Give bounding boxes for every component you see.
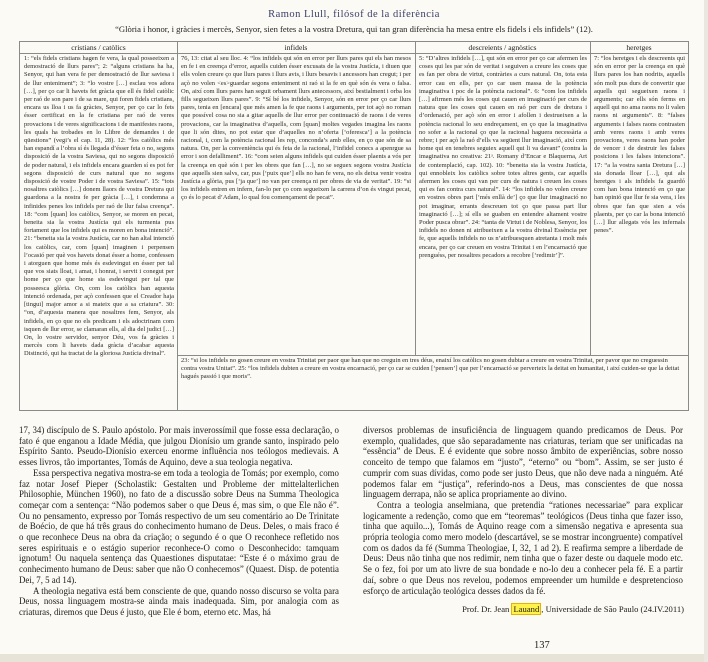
body-paragraph: A theologia negativa está bem consciente de que, quando nosso discurso se volta para Deus, nossa linguagem mostra-se ainda mais inadequada. Sim, por analogia com as criaturas, diremos que Deus é justo, que Ele é bom, eterno etc. Mas, há [19,585,339,617]
column-header-infidels: infidels [284,43,308,52]
body-paragraph: Contra a teologia anselmiana, que pretendia “rationes necessariae” para explicar logicamente a redenção, como que em “teoremas” teológicos (Deus tinha que fazer isso, tinha que aquilo...), Tomás de Aquino reage com a simensão negativa e apresenta sua própria teologia como mero modelo (descartável, se se mostrar incongruente) compatível com os dados da fé (Summa Theologiae, I, 32, 1 ad 2). E reafirma sempre a liberdade de Deus: Deus não tinha que nos redimir, nem tinha que o fazer deste ou daquele modo etc. Se o fez, foi por um ato livre de sua bondade e no-lo deu a conhecer pela fé. E a partir daí, sobre o que Deus nos revelou, podemos empreender um humilde e despretencioso esforço de articulação teológica desses dados da fé. [363,499,683,596]
signature-prefix: Prof. Dr. Jean [462,604,512,614]
row-divider [177,355,688,356]
page-subtitle: “Glòria i honor, i gràcies i mercès, Senyor, sien fetes a la vostra Dretura, qui tan gran diferència ha mesa entre els fidels i els infidels” (12). [115,24,593,34]
page-right-edge [704,0,708,662]
column-divider [415,42,416,355]
signature-suffix: , Universidade de São Paulo (24.IV.2011) [541,604,684,614]
body-paragraph: diversos problemas de insuficiência de linguagem quando predicamos de Deus. Por exemplo, qualidades, que são separadamente nas criaturas, teriam que ser unificadas na “essência” de Deus. E é evidente que sobre nosso âmbito de experiências, sobre nosso conceito de tempo que falamos em “justo”, “eterno” ou “bom”. Assim, se ser justo é cumprir com suas dívidas, como pode ser justo Deus, que não deve nada a ninguém. Até podemos falar em “justiça”, referindo-nos a Deus, mas conscientes de que nossa linguagem derrapa, não se aplica propriamente ao divino. [363,425,683,500]
cell-merged-row: 23: “si los infidels no gosen creure en vostra Trinitat per paor que han que no creguin en tres déus, enaixí los catòlics no gosen dubtar a creure en vostra Trinitat, per pavor que no creguessin contra vostra Unitat”. 25: “los infidels dubten a creure en vostra encarnació, per ço car se cuiden [‘pensen’] que per l’encarnació se perverteix la deitat en humanitat, i així cuiden-se que la deitat hagués passió i que moris”. [181,357,680,381]
header-divider [20,53,688,54]
column-header-descreients: descreients / agnòstics [468,43,537,52]
column-divider [590,42,591,355]
comparison-table [19,41,689,411]
body-paragraph: 17, 34) discípulo de S. Paulo apóstolo. Por mais inverossímil que fosse essa declaração, o fato é que enganou a Idade Média, que julgou Dionísio um grande santo, inspirado pelo Espírito Santo. Pseudo-Dionísio exerceu enorme influência nos teólogos medievais. A esses livros, tão importantes, Tomás de Aquino, deve a sua teologia negativa. [19,425,339,468]
cell-infidels: 76, 13: citat al seu lloc. 4: “los infidels qui són en error per llurs pares qui els han mesos en fe i en creença d’error, aquells cuiden ésser excusats de la vostra Justícia, i diuen que ells volen creure ço que llurs pares i llurs avis, i llurs besavis i ancessors han cregut; i per açò no volen <es>guardar segons enteniment ni raó si la fe en què són és vera o falsa. On, així com llurs pares han seguit orbament llurs antecessors, així bestialment i orba los fills segueixen llurs pares”. 9: “Sí bé los infidels, Senyor, són en error per ço car llurs pares, tenia en [encara] que més amen la fe que raons i arguments, per tot açò no roman que possível cosa no sia a gitar aquells de llur error per continuació de raons i de veres provacions, car la imaginativa d’aquells, com [quan] moltes vegades imagina les raons que li són dites, no pot estar que d’aquelles no n’oferta [‘oferesca’] a la potència racional, i, com la potència racional les rep, conconda’s amb elles, en ço que són de sa natura. On, per la conveniència qui és feta de la racional, l’infidel conecs a apenrgue sa error i son defalliment”. 16: “com seien alguns infidels qui cuiden ésser plaents a vós per la creença en què són i per les obres que fan […], no se seguex segons vostra Justícia que aquells sien salvs, car, pus [‘puix que’] ells no han fe vera, no els deixa venir vostra Justícia a glòria, pus [‘ja que’] no van per creença ni per obres de via de veritat”. 19: “si los infidels entren en infern, fan-lo per ço com segueixen la carrera d’on és vingut pecat, ço és lo pecat d’Adam, lo qual fou començament de pecat”. [181,55,411,202]
body-paragraph: Essa perspectiva negativa mostra-se em toda a teologia de Tomás; por exemplo, como faz notar Josef Pieper (Scholastik: Gestalten und Probleme der mittelalterlichen Philosophie, München 1960), no fato de a discussão sobre Deus na Summa Theologica começar com a sentença: “Não podemos saber o que Deus é, mas sim, o que Ele não é”. Ou no pensamento, expresso por Tomás respectivo de um seu comentário ao De Trinitate de Boécio, de que há três graus do conhecimento humano de Deus. Deles, o mais fraco é o que reconhece Deus na obra da criação; o segundo é o que O reconhece refletido nos seres espirituais e o estágio superior reconhece-O como o Desconhecido: tamquam ignotum! Ou naquela sentença das Quaestiones disputatae: “Este é o máximo grau de conhecimento humano de Deus: saber que não O conhecemos” (Quaest. Disp. de potentia Dei, 7, 5 ad 14). [19,467,339,585]
page-number: 137 [534,640,550,651]
highlighted-name[interactable]: Lauand [513,604,540,614]
body-column-left [19,425,339,618]
cell-descreients: 5: “D’altres infidels […], qui són en error per ço car afermen les coses qui les par són de veritat i seguiven a creure les coses que es fan per obra de virtut, contràries a curs natural. On, tota esta error cau en ells, per ço car usen massa de la potència imaginativa i poc de la potència racional”. 6: “com los infidels […] afirmen més les coses qui cauen en imaginació per curs de natura que les coses qui cauen en raó per curs de dretura i d’ordenació, per açò són en error i afollen i destrueixen a la potència racional lo seu endreçament, en ço que la imaginativa no sofer a la racional ço que la racional haguera necessària a rebre; i per açò la raó d’ells va següent llur imaginació, així com home qui en tenebres seguiex aquell qui li va davant” (contra la imaginativa no creativa: 21ᵃ. Romany d’Encar e Blaquerna, Art de contemplació, cap. 102). 10: “beneita sia la vostra Justícia, qui ennobleix los catòlics sobre totes altres gents, car aquells afermen les coses qui van per curs de natura i creuen les coses qui es fan contra curs natural”. 14: “los infidels no volen creure en vostres obres part [‘més enllà de’] ço que llur imaginació no pot imaginar, errants descreuen tot ço que passa part llur imaginació […]; sí ells se guaben en entendre altament vostre Poder pusca obrar”. 24: “tanta de Virtut i de Noblesa, Senyor, los infidels no donen ni atribueixen a la vostra divinal Essència per fe, que aquells infidels no us n’atribuesquen atretanta i molt més encara, per ço car creuen en vostra Trinitat i en l’encarnació que prenguéss, per nosaltres pecadors a recobre [‘redimir’]”. [419,55,587,259]
author-signature [462,604,684,614]
cell-heretges: 7: “los heretges i els descreents qui són en error per la creença en què llurs pares los han nodrits, aquells són molt pus durs de convertir que aquells qui segueixen raons i arguments; car ells són ferms en aquell qui no ama raons no li valen raons ni arguments”. 8: “falses arguments i falses raons contrasten amb veres raons i amb veres provacions, veres raons han poder de vencer i de destruir les falses posicions i les falses intencions”. 17: “a la vostra santa Dretura […] sia donada lloar […], qui als heretges i als infidels fa guardó com han bona intenció en ço que han opinió que llur fe sia vera, i les obres que fan que sien a vós plaents, per ço car la bona intenció […] llur allegats vós les infernals penes”. [594,55,685,235]
column-header-heretges: heretges [626,43,652,52]
page-bottom-edge [0,654,708,662]
column-header-cristians: cristians / catòlics [71,43,126,52]
page-title: Ramon Llull, filósof de la diferència [268,9,440,20]
cell-cristians: 1: “els fidels cristians hagen fe vera, la qual posseeixen a demostració de llurs pares”; 2: “alguns cristians ha ha, Senyor, qui han vera fe per demostració de llur saviesa i de llur enteniment”; 3: “lo vostre […] esclau vos adora […], per ço car li havets fet gràcia que ell és fidel catòlic per raó de son pare i de sa mare, qui foren fidels cristians, encara us lloa i us fa gràcies, Senyor, per ço car lo fets ésser certificat en la fe cristiana per raó de veres provacions i de veres significacions i de manifestes raons, les quals ha trobades en lo Llibre de demandes i de qüestions” (vegi’s el cap. 11, 28). 12: “los catòlics més han espandí a l’obra sí és llegada d’ésser feta o no, segons disposició de la vostra Saviesa, qui no segons disposició de poder natural, i els infidels encara guarden sí es pot fer segons disposició de curs natural que no segons disposició de vostre Poder i de vostra Saviesa”. 15: “tots nosaltres catòlics […] donem llaors de vostra Dretura qui guardona a la nostra fe per gràcia […], i condemna a infinides penes los infidels per raó de llur falsa creença”. 18: “com [quan] los catòlics, Senyor, se moren en pecat, beneita sia la vostra Justícia qui els turmenta pus fortament que los infidels qui es moren en bona intenció”. 21: “beneita sia la vostra Justícia, car no han altal intenció los catòlics, car, com [quan] imaginen i perpensen l’ocasió per què vos havets donat ésser a home, confessen i atorguen que home més és esdevingut en ésser per tal que vos siats lloat, i amat, i honrat, i servit i conegut per home per ço que home sia esdevingut per tal que posseesca glòria. On, com los catòlics han aquesta intenció ordenada, per açò confessen que el Creador haja [tingui] major amor a si mateix que a sa criatura”. 30: “on, d’aquesta manera que nosaltres fem, Senyor, als infidels, en ço que no els predicam i els adoctrinam com isquen de llur error, se clamaran ells, al dia del judici […] On, lo vostre servidor, senyor Déu, vos fa gràcies i mercès com li havets dada gràcia d’acabar aquesta Distinció, qui ha tractat de la gloriosa Justícia divinal”. [24,55,174,358]
body-column-right [363,425,683,603]
